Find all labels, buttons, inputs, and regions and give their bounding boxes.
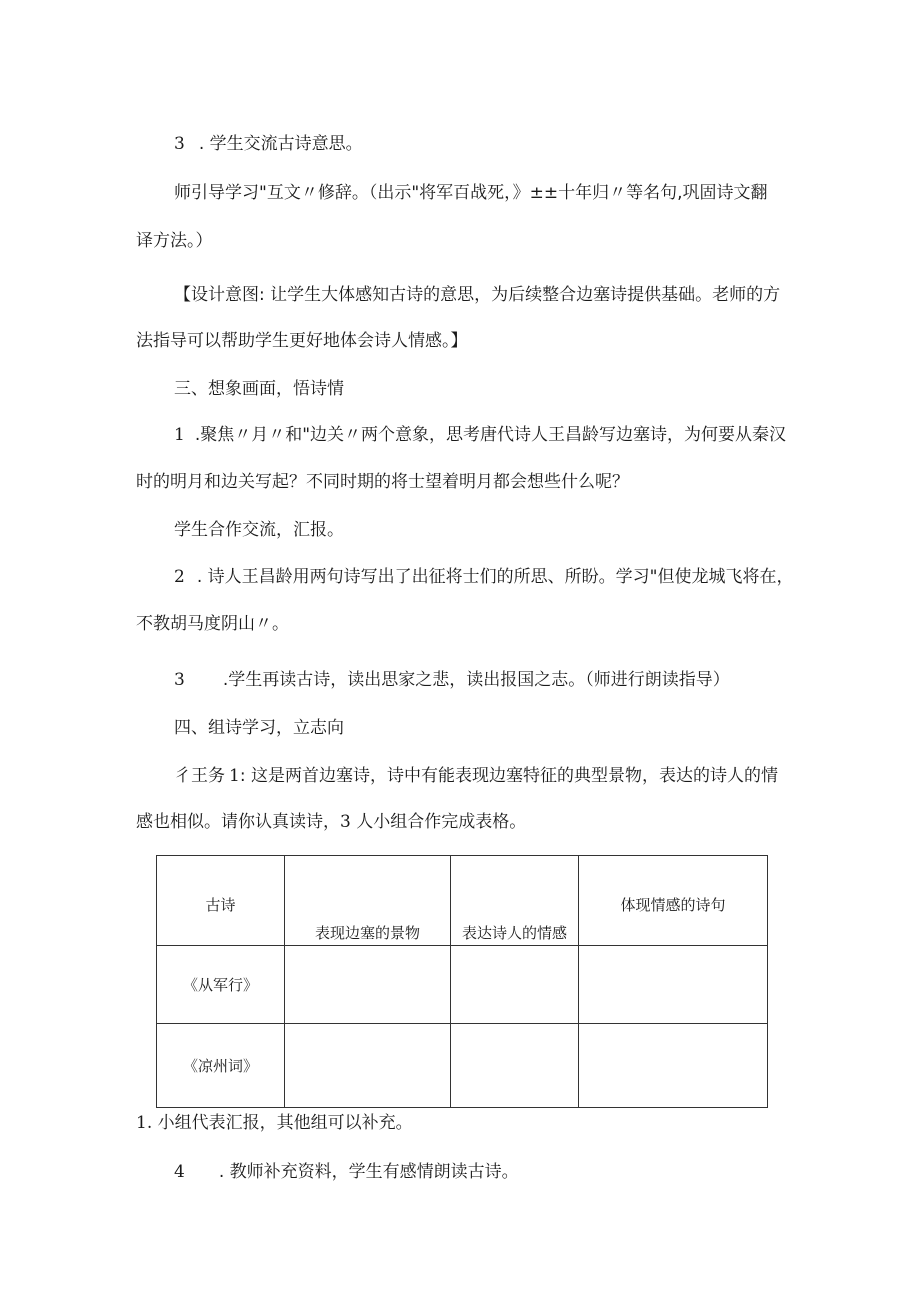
poem-table (156, 855, 768, 1108)
table-header-row (157, 856, 768, 946)
paragraph-line: 师引导学习"互文〃修辞。（出示"将军百战死，》±±十年归〃等名句,巩固诗文翻 (174, 183, 768, 203)
table-cell-verse[interactable] (579, 1024, 768, 1108)
paragraph-line: 译方法。） (136, 231, 213, 251)
table-row (157, 946, 768, 1024)
table-cell-emotion[interactable] (451, 946, 579, 1024)
design-intent: 【设计意图: 让学生大体感知古诗的意思，为后续整合边塞诗提供基础。老师的方 (174, 285, 781, 305)
task-paragraph-cont: 感也相似。请你认真读诗，3 人小组合作完成表格。 (136, 812, 527, 832)
table-header-cell: 古诗 (157, 856, 285, 946)
paragraph-4: 4 . 教师补充资料，学生有感情朗读古诗。 (174, 1162, 519, 1182)
table-cell-poem: 《从军行》 (157, 946, 285, 1024)
table-header-cell: 体现情感的诗句 (579, 856, 768, 946)
paragraph-1: 1 .聚焦〃月〃和"边关〃两个意象，思考唐代诗人王昌龄写边塞诗，为何要从秦汉 (174, 425, 787, 445)
paragraph-line: 时的明月和边关写起？不同时期的将士望着明月都会想些什么呢？ (136, 472, 629, 492)
task-paragraph: 彳王务 1: 这是两首边塞诗，诗中有能表现边塞特征的典型景物，表达的诗人的情 (174, 766, 778, 786)
paragraph-3: 3 . 学生交流古诗意思。 (174, 134, 363, 154)
table-header-cell: 表现边塞的景物 (285, 856, 451, 946)
table-cell-poem: 《凉州词》 (157, 1024, 285, 1108)
table-cell-verse[interactable] (579, 946, 768, 1024)
paragraph-report: 1. 小组代表汇报，其他组可以补充。 (136, 1113, 413, 1133)
table-cell-emotion[interactable] (451, 1024, 579, 1108)
paragraph-line: 不教胡马度阴山〃。 (136, 614, 289, 634)
paragraph-2: 2 . 诗人王昌龄用两句诗写出了出征将士们的所思、所盼。学习"但使龙城飞将在， (174, 567, 794, 587)
paragraph-line: 学生合作交流，汇报。 (174, 520, 344, 540)
design-intent-cont: 法指导可以帮助学生更好地体会诗人情感。】 (136, 331, 468, 351)
table-row (157, 1024, 768, 1108)
section-heading: 四、组诗学习，立志向 (174, 718, 344, 738)
table-cell-scenery[interactable] (285, 946, 451, 1024)
table-cell-scenery[interactable] (285, 1024, 451, 1108)
section-heading: 三、想象画面，悟诗情 (174, 379, 344, 399)
table-header-cell: 表达诗人的情感 (451, 856, 579, 946)
paragraph-3b: 3 .学生再读古诗，读出思家之悲，读出报国之志。（师进行朗读指导） (174, 670, 730, 690)
